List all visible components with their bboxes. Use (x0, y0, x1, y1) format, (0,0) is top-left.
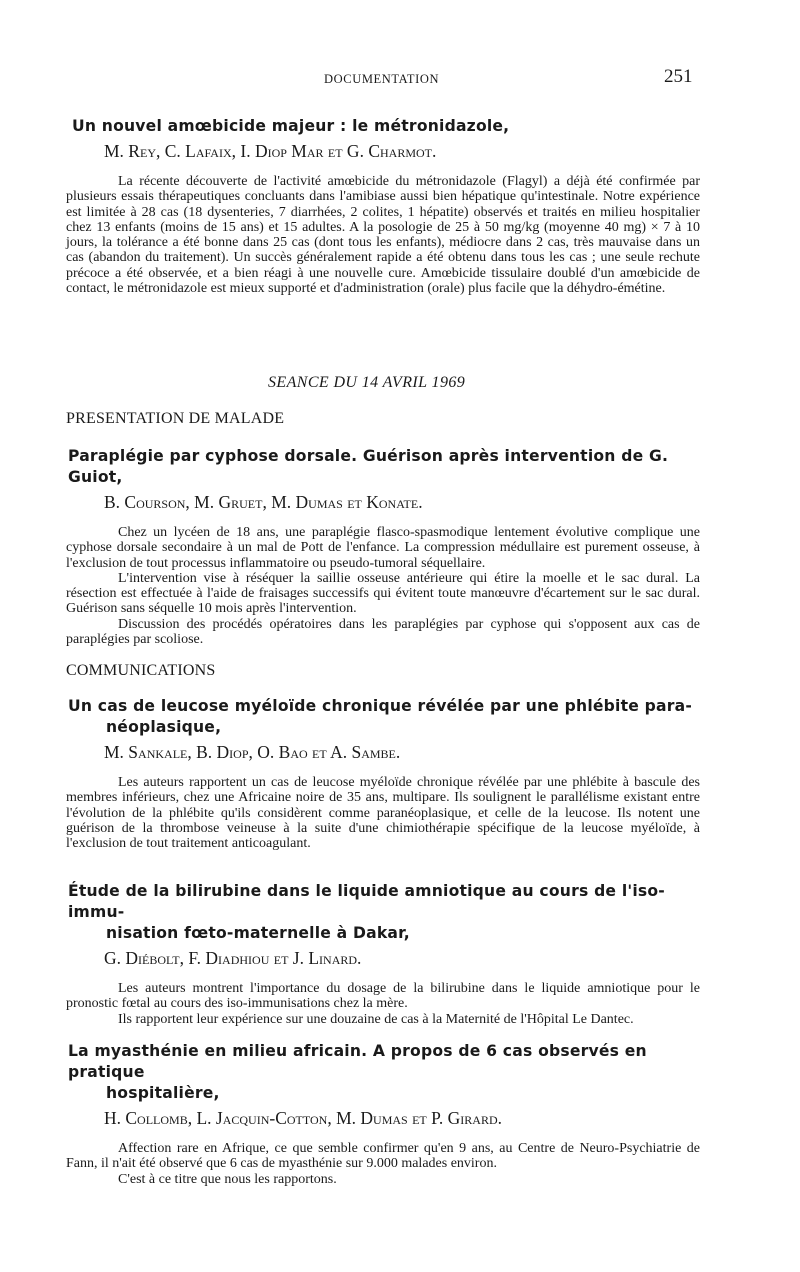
article-authors: B. Courson, M. Gruet, M. Dumas et Konate. (104, 492, 423, 512)
title-line: néoplasique, (106, 718, 222, 736)
article-title (68, 696, 700, 738)
title-line: Étude de la bilirubine dans le liquide amniotique au cours de l'iso-immu- (68, 882, 665, 921)
section-heading-presentation: PRESENTATION DE MALADE (66, 410, 285, 427)
article-authors: M. Sankale, B. Diop, O. Bao et A. Sambe. (104, 742, 401, 762)
abstract-paragraph: C'est à ce titre que nous les rapportons. (118, 1171, 337, 1187)
article-authors: G. Diébolt, F. Diadhiou et J. Linard. (104, 948, 362, 968)
title-line: nisation fœto-maternelle à Dakar, (106, 924, 410, 942)
abstract-paragraph: L'intervention vise à réséquer la saillie osseuse antérieure qui étire la moelle et le sac dural. La résection est effectuée à l'aide de fraisages successifs qui évitent toute manœuvre d'écartement sur le sac dural. Guérison sans séquelle 10 mois après l'intervention. (66, 570, 700, 617)
article-title (68, 881, 700, 944)
article-abstract (66, 981, 700, 1027)
abstract-paragraph: Chez un lycéen de 18 ans, une paraplégie flasco-spasmodique lentement évolutive complique une cyphose dorsale secondaire à un mal de Pott de l'enfance. La compression médullaire est purement osseuse, à l'exclusion de tout processus inflammatoire ou pseudo-tumoral séquellaire. (66, 525, 700, 571)
title-line: hospitalière, (106, 1084, 220, 1102)
title-line: Un cas de leucose myéloïde chronique révélée par une phlébite para- (68, 697, 692, 715)
running-title: DOCUMENTATION (324, 72, 440, 86)
article-bilirubine (66, 881, 700, 1027)
article-abstract (66, 1141, 700, 1187)
article-abstract (66, 525, 700, 647)
article-authors: H. Collomb, L. Jacquin-Cotton, M. Dumas et P. Girard. (104, 1108, 503, 1128)
abstract-paragraph: La récente découverte de l'activité amœbicide du métronidazole (Flagyl) a déjà été confirmée par plusieurs essais thérapeutiques concluants dans l'amibiase aussi bien hépatique qu'intestinale. Notre expérience est limitée à 28 cas (18 dysenteries, 7 diarrhées, 2 colites, 1 hépatite) observés et traités en milieu hospitalier chez 13 enfants (moins de 15 ans) et 15 adultes. A la posologie de 25 à 50 mg/kg (moyenne 40 mg) × 7 à 10 jours, la tolérance a été bonne dans 25 cas (dont tous les enfants), médiocre dans 2 cas, très mauvaise dans un cas (abandon du traitement). Un succès généralement rapide a été obtenu dans tous les cas ; une seule rechute précoce a été observée, et a bien réagi à une nouvelle cure. Amœbicide tissulaire doublé d'un amœbicide de contact, le métronidazole est mieux supporté et d'administration (orale) plus facile que la déhydro-émétine. (66, 174, 700, 297)
article-title: Paraplégie par cyphose dorsale. Guérison après intervention de G. Guiot, (68, 447, 669, 486)
abstract-paragraph: Discussion des procédés opératoires dans les paraplégies par cyphose qui s'opposent aux cas de paraplégies par scoliose. (66, 616, 700, 648)
abstract-paragraph: Ils rapportent leur expérience sur une douzaine de cas à la Maternité de l'Hôpital Le Dantec. (118, 1011, 634, 1027)
article-title (68, 1041, 700, 1104)
title-line: La myasthénie en milieu africain. A propos de 6 cas observés en pratique (68, 1042, 647, 1081)
article-abstract (66, 174, 700, 296)
article-leucose (66, 696, 700, 851)
article-authors: M. Rey, C. Lafaix, I. Diop Mar et G. Charmot. (104, 141, 437, 161)
page-number: 251 (664, 66, 693, 87)
article-myasthenie (66, 1041, 700, 1187)
article-metronidazole (66, 116, 700, 296)
seance-date: SEANCE DU 14 AVRIL 1969 (268, 374, 466, 391)
abstract-paragraph: Les auteurs montrent l'importance du dosage de la bilirubine dans le liquide amniotique pour le pronostic fœtal au cours des iso-immunisations chez la mère. (66, 981, 700, 1012)
abstract-paragraph: Les auteurs rapportent un cas de leucose myéloïde chronique révélée par une phlébite à bascule des membres inférieurs, chez une Africaine noire de 35 ans, multipare. Ils soulignent le parallélisme existant entre l'évolution de la phlébite qu'ils considèrent comme paranéoplasique, et celle de la leucose. Ils notent une guérison de la thrombose veineuse à la suite d'une chimiothérapie spécifique de la leucose myéloïde, à l'exclusion de tout traitement anticoagulant. (66, 775, 700, 852)
article-abstract (66, 775, 700, 851)
section-heading-communications: COMMUNICATIONS (66, 662, 216, 679)
article-title: Un nouvel amœbicide majeur : le métronidazole, (72, 117, 510, 135)
page-header (0, 66, 800, 96)
article-paraplegie (66, 446, 700, 647)
abstract-paragraph: Affection rare en Afrique, ce que semble confirmer qu'en 9 ans, au Centre de Neuro-Psychiatrie de Fann, il n'ait été observé que 6 cas de myasthénie sur 9.000 malades environ. (66, 1141, 700, 1172)
